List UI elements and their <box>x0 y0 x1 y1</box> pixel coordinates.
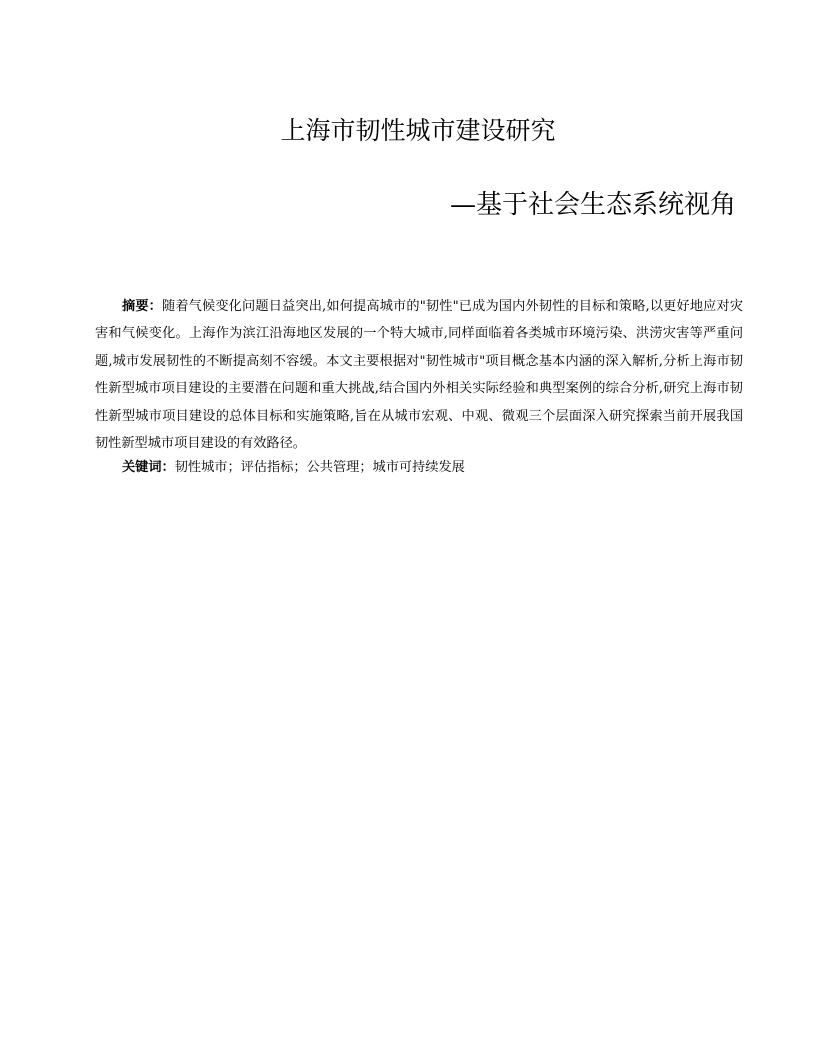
page-title: 上海市韧性城市建设研究 <box>280 116 556 145</box>
abstract-paragraph <box>95 293 743 457</box>
keywords-label: 关键词： <box>122 460 175 475</box>
abstract-text: 随着气候变化问题日益突出,如何提高城市的"韧性"已成为国内外韧性的目标和策略,以更好地应对灾害和气候变化。上海作为滨江沿海地区发展的一个特大城市,同样面临着各类城市环境污染、洪涝灾害等严重问题,城市发展韧性的不断提高刻不容缓。本文主要根据对"韧性城市"项目概念基本内涵的深入解析,分析上海市韧性新型城市项目建设的主要潜在问题和重大挑战,结合国内外相关实际经验和典型案例的综合分析,研究上海市韧性新型城市项目建设的总体目标和实施策略,旨在从城市宏观、中观、微观三个层面深入研究探索当前开展我国韧性新型城市项目建设的有效路径。 <box>95 299 744 452</box>
keywords-text: 韧性城市；评估指标；公共管理；城市可持续发展 <box>174 460 465 475</box>
page-subtitle: —基于社会生态系统视角 <box>449 190 736 220</box>
abstract-label: 摘要： <box>122 299 163 314</box>
keywords-paragraph <box>95 457 743 479</box>
